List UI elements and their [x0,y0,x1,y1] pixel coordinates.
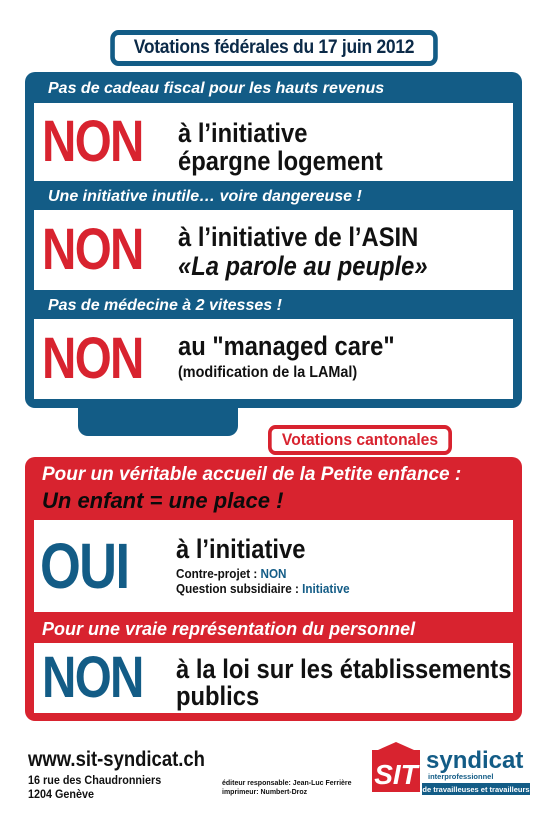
logo-roof [378,742,414,750]
logo-mark: SIT [374,759,418,790]
federal-item2-line2: «La parole au peuple» [178,251,428,281]
address-line-2: 1204 Genève [28,787,95,801]
subsidiary-question-label: Question subsidiaire : [176,581,303,596]
vote-non-2: NON [42,217,143,282]
federal-item2-line1: à l’initiative de l’ASIN [178,222,419,252]
federal-item1-line1: à l’initiative [178,118,308,148]
logo-line-1: interprofessionnel [428,772,494,781]
federal-item3-line2: (modification de la LAMal) [178,364,358,381]
cantonal-item1-line1: à l’initiative [176,534,306,564]
cantonal-subtitle-1a: Pour un véritable accueil de la Petite enfance : [42,464,462,485]
counter-project-label: Contre-projet : [176,566,261,581]
federal-subtitle-2: Une initiative inutile… voire dangereuse ! [48,188,362,205]
subsidiary-question-value: Initiative [302,581,350,596]
logo-word: syndicat [426,747,524,774]
counter-project-value: NON [260,566,287,581]
subsidiary-question-line [176,581,350,596]
vote-non-4: NON [42,645,143,710]
cantonal-subtitle-1b: Un enfant = une place ! [42,488,284,513]
vote-non-1: NON [42,109,143,174]
editor-credit: éditeur responsable: Jean-Luc Ferrière [222,780,352,787]
federal-item1-line2: épargne logement [178,146,383,176]
address-line-1: 16 rue des Chaudronniers [28,773,162,787]
sit-syndicat-logo [372,742,530,798]
vote-oui: OUI [40,530,129,602]
website-link[interactable]: www.sit-syndicat.ch [28,748,205,771]
federal-subtitle-3: Pas de médecine à 2 vitesses ! [48,297,282,314]
cantonal-title: Votations cantonales [268,425,452,455]
federal-title: Votations fédérales du 17 juin 2012 [110,30,438,66]
vote-non-3: NON [42,326,143,391]
federal-item3-line1: au "managed care" [178,331,395,361]
counter-project-line [176,566,287,581]
federal-subtitle-1: Pas de cadeau fiscal pour les hauts revenus [48,80,385,97]
cantonal-item2-line1: à la loi sur les établissements [176,654,512,684]
cantonal-subtitle-2: Pour une vraie représentation du personnel [42,619,416,639]
logo-line-2: de travailleuses et travailleurs [422,785,530,794]
federal-section-tab [78,394,238,436]
cantonal-item2-line2: publics [176,681,260,711]
printer-credit: imprimeur: Numbert-Droz [222,789,308,796]
